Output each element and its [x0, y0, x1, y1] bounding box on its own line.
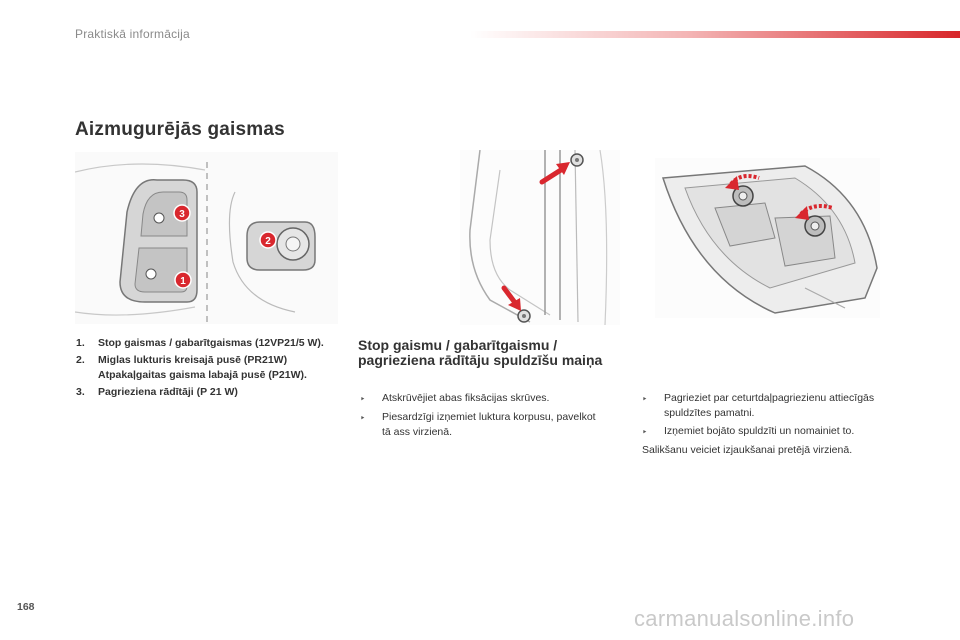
callout-3-label: 3: [179, 209, 185, 220]
step-bullet-icon: ‣: [360, 394, 366, 404]
header-accent-bar: [470, 31, 960, 38]
step-text: Piesardzīgi izņemiet luktura korpusu, pavelkot tā ass virzienā.: [382, 411, 596, 438]
step-bullet-icon: ‣: [360, 413, 366, 423]
step-text: Izņemiet bojāto spuldzīti un nomainiet to.: [664, 425, 855, 437]
step-bullet-icon: ‣: [642, 427, 648, 437]
steps-left: [360, 391, 605, 443]
legend-number: 1.: [76, 337, 85, 349]
bulb-holders-illustration: [655, 158, 880, 318]
legend-item-3: [76, 385, 336, 400]
page-number: 168: [17, 601, 35, 613]
legend-number: 3.: [76, 386, 85, 398]
callout-1-label: 1: [180, 276, 186, 287]
legend-text: Stop gaismas / gabarītgaismas (12VP21/5 W).: [98, 337, 324, 349]
step-item: [360, 391, 605, 407]
rear-lamp-illustration: [75, 152, 338, 324]
legend-item-1: [76, 336, 336, 351]
legend-text: Pagrieziena rādītāji (P 21 W): [98, 386, 238, 398]
step-item: [642, 391, 902, 421]
section-title: Aizmugurējās gaismas: [75, 119, 285, 140]
step-text: Atskrūvējiet abas fiksācijas skrūves.: [382, 392, 550, 404]
reassembly-note: Salikšanu veiciet izjaukšanai pretējā virzienā.: [642, 444, 853, 456]
callout-2-label: 2: [265, 236, 271, 247]
lamp-screws-illustration: [460, 150, 620, 325]
legend-item-2: [76, 353, 336, 383]
step-item: [642, 424, 902, 440]
steps-right: [642, 391, 902, 458]
bulb-legend: [76, 336, 336, 402]
watermark: carmanualsonline.info: [634, 606, 855, 631]
step-text: Pagrieziet par ceturtdaļpagriezienu attiecīgās spuldzītes pamatni.: [664, 392, 875, 419]
step-item: [360, 410, 605, 440]
legend-text: Miglas lukturis kreisajā pusē (PR21W) Atpakaļgaitas gaisma labajā pusē (P21W).: [98, 354, 307, 381]
page-header-title: Praktiskā informācija: [75, 27, 190, 41]
replacement-subtitle: Stop gaismu / gabarītgaismu / pagrieziena rādītāju spuldzīšu maiņa: [358, 337, 603, 368]
step-bullet-icon: ‣: [642, 394, 648, 404]
legend-number: 2.: [76, 354, 85, 366]
